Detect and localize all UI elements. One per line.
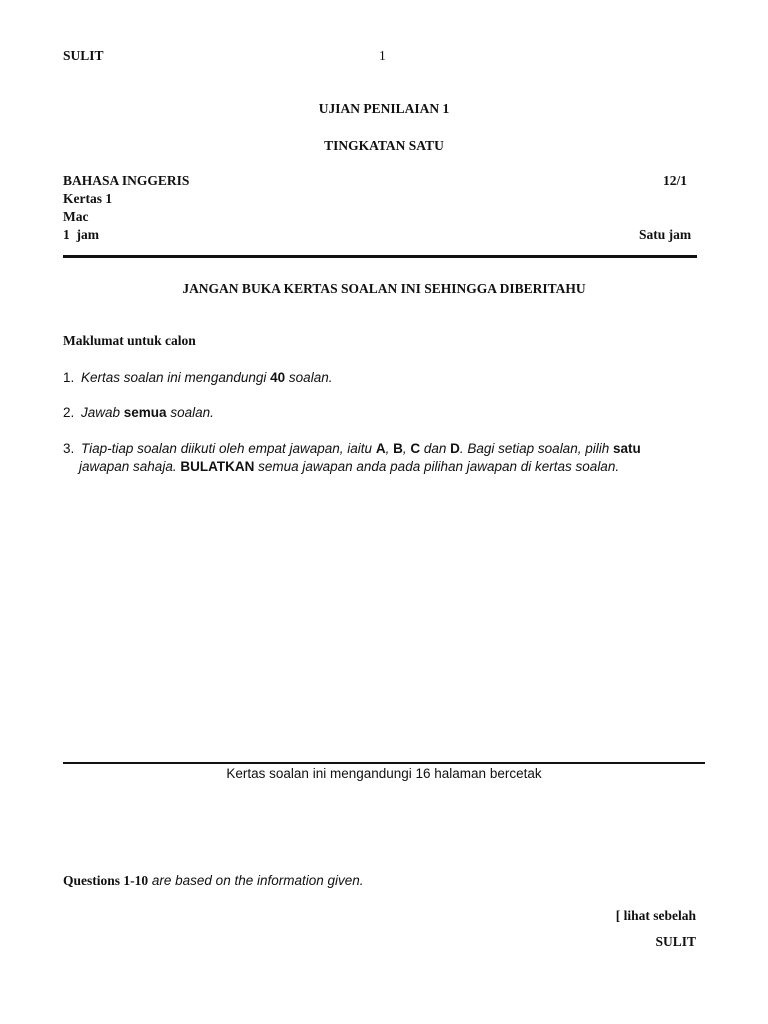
questions-intro <box>63 873 364 889</box>
duration-number: 1 jam <box>63 227 99 242</box>
instruction-text: Tiap-tiap soalan diikuti oleh empat jawapan, iaitu <box>81 441 376 456</box>
instruction-item-1 <box>63 369 703 387</box>
duration-words: Satu jam <box>639 227 692 242</box>
form-title: TINGKATAN SATU <box>324 138 444 153</box>
instruction-text: . Bagi setiap soalan, pilih <box>459 441 613 456</box>
instruction-continuation <box>63 458 703 476</box>
instruction-text: jawapan sahaja. <box>79 459 181 474</box>
instruction-number: 1. <box>63 370 75 385</box>
turn-over-note: [ lihat sebelah <box>615 908 696 923</box>
instruction-text: soalan. <box>285 370 333 385</box>
instruction-number: 2. <box>63 405 75 420</box>
instruction-text: , <box>402 441 411 456</box>
questions-range: Questions 1-10 <box>63 873 149 888</box>
sulit-label-bottom: SULIT <box>655 934 696 949</box>
instruction-bold: satu <box>612 441 641 456</box>
warning-text: JANGAN BUKA KERTAS SOALAN INI SEHINGGA DIBERITAHU <box>182 281 586 296</box>
sulit-label-top: SULIT <box>63 48 104 63</box>
instruction-text: , <box>385 441 394 456</box>
instruction-item-2 <box>63 404 703 422</box>
paper-number: Kertas 1 <box>63 191 113 206</box>
option-b: B <box>393 441 403 456</box>
instruction-bold: semua <box>123 405 167 420</box>
instruction-text: Jawab <box>81 405 124 420</box>
exam-month: Mac <box>63 209 89 224</box>
option-a: A <box>375 441 386 456</box>
instructions-heading: Maklumat untuk calon <box>63 333 196 348</box>
option-c: C <box>410 441 421 456</box>
footer-divider <box>63 762 705 764</box>
instruction-text: dan <box>420 441 451 456</box>
instruction-number: 3. <box>63 441 75 456</box>
subject-name: BAHASA INGGERIS <box>63 173 190 188</box>
do-not-open-warning <box>0 281 768 297</box>
questions-intro-text: are based on the information given. <box>148 873 364 888</box>
instruction-bold: BULATKAN <box>180 459 255 474</box>
instruction-item-3 <box>63 440 703 476</box>
instruction-text: semua jawapan anda pada pilihan jawapan di kertas soalan. <box>254 459 620 474</box>
instruction-text: Kertas soalan ini mengandungi <box>81 370 271 385</box>
page-count-note: Kertas soalan ini mengandungi 16 halaman bercetak <box>226 766 542 781</box>
subject-code: 12/1 <box>663 173 688 188</box>
exam-title: UJIAN PENILAIAN 1 <box>318 101 450 116</box>
page-number: 1 <box>379 48 386 63</box>
instruction-text: soalan. <box>166 405 214 420</box>
option-d: D <box>450 441 460 456</box>
instruction-bold: 40 <box>270 370 286 385</box>
header-divider <box>63 255 697 258</box>
